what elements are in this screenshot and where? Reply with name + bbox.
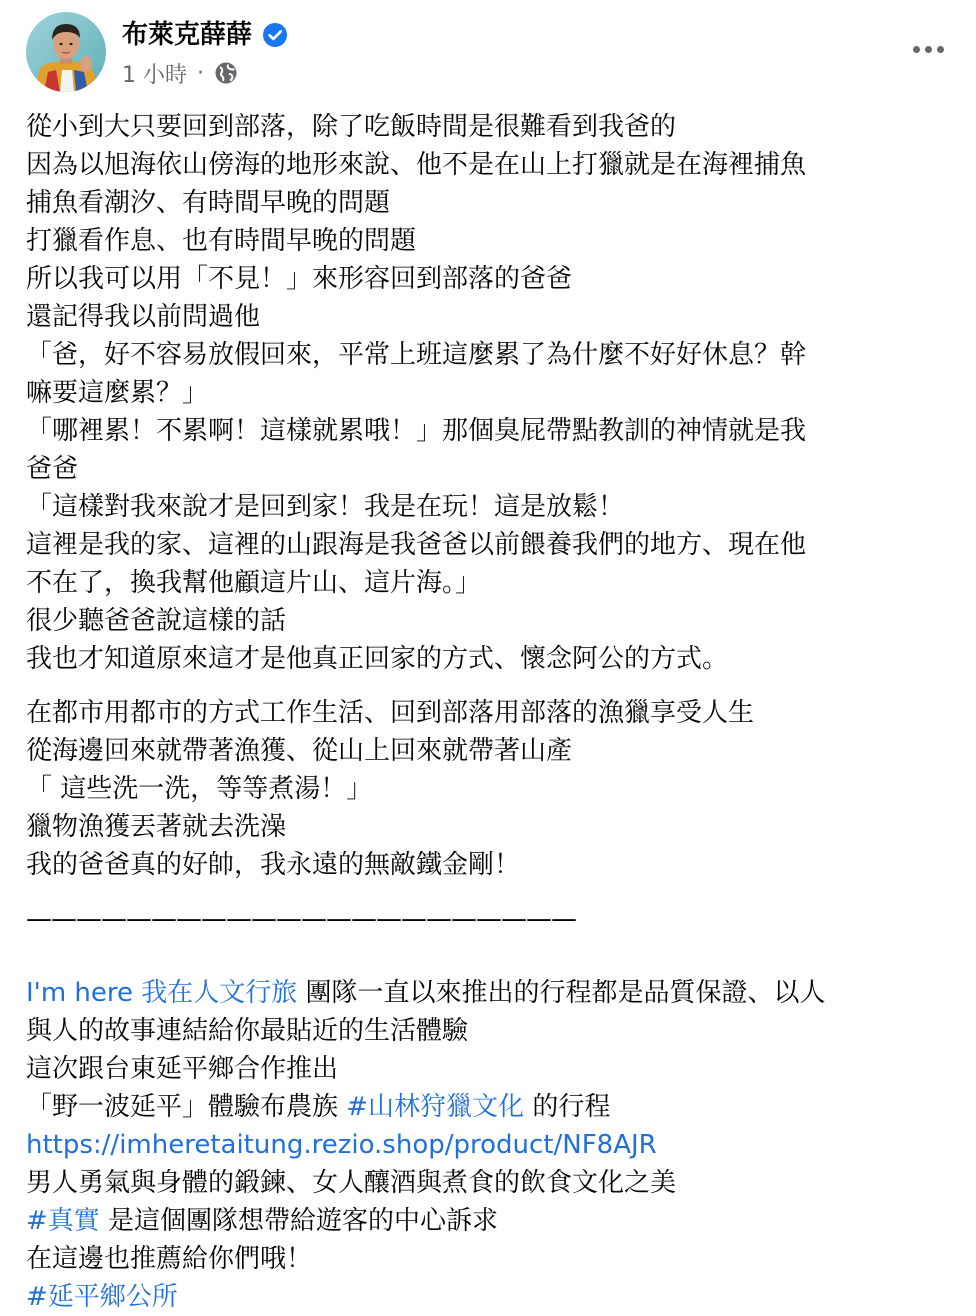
text-line: 爸爸 [26, 454, 79, 484]
more-options-icon[interactable] [906, 34, 950, 64]
text-line [26, 974, 956, 1012]
url-link[interactable]: https://imheretaitung.rezio.shop/product/NF8AJR [26, 1130, 657, 1160]
text-span: 團隊一直以來推出的行程都是品質保證、以人 [297, 978, 826, 1008]
paragraph-gap [26, 678, 956, 694]
text-line: 從海邊回來就帶著漁獲、從山上回來就帶著山產 [26, 736, 573, 766]
text-span: 是這個團隊想帶給遊客的中心訴求 [99, 1206, 499, 1236]
text-line: 捕魚看潮汐、有時間早晚的問題 [26, 188, 391, 218]
text-line: 很少聽爸爸說這樣的話 [26, 606, 287, 636]
text-line: 我也才知道原來這才是他真正回家的方式、懷念阿公的方式。 [26, 644, 729, 674]
globe-icon[interactable] [214, 61, 238, 85]
paragraph-gap [26, 938, 956, 974]
author-row [122, 18, 288, 52]
text-line: 「爸，好不容易放假回來，平常上班這麼累了為什麼不好好休息？幹 [26, 340, 807, 370]
text-line: 「這樣對我來說才是回到家！我是在玩！這是放鬆！ [26, 492, 625, 522]
post-message [26, 108, 956, 1316]
page-link[interactable]: I'm here 我在人文行旅 [26, 978, 298, 1008]
text-line: 在都市用都市的方式工作生活、回到部落用部落的漁獵享受人生 [26, 698, 755, 728]
paragraph-gap [26, 884, 956, 900]
author-name[interactable]: 布萊克薛薛 [122, 20, 253, 50]
text-line: 在這邊也推薦給你們哦！ [26, 1244, 313, 1274]
avatar-image [26, 12, 106, 92]
avatar[interactable] [26, 12, 106, 92]
paragraph-2 [26, 694, 956, 884]
hashtag-link[interactable]: #延平鄉公所 [26, 1282, 178, 1312]
text-line: 獵物漁獲丟著就去洗澡 [26, 812, 287, 842]
hashtag-link[interactable]: #真實 [26, 1206, 100, 1236]
text-line [26, 1126, 956, 1164]
text-line: 我的爸爸真的好帥，我永遠的無敵鐵金剛！ [26, 850, 521, 880]
paragraph-1 [26, 108, 956, 678]
text-line: 所以我可以用「不見！」來形容回到部落的爸爸 [26, 264, 573, 294]
post-timestamp[interactable]: 1 小時 [122, 62, 187, 88]
text-line: 這裡是我的家、這裡的山跟海是我爸爸以前餵養我們的地方、現在他 [26, 530, 807, 560]
post-meta [122, 58, 238, 88]
text-line: 「 這些洗一洗，等等煮湯！」 [26, 774, 373, 804]
text-line: 因為以旭海依山傍海的地形來說、他不是在山上打獵就是在海裡捕魚 [26, 150, 807, 180]
text-span: 「野一波延平」體驗布農族 [26, 1092, 347, 1122]
text-line: 「哪裡累！不累啊！這樣就累哦！」那個臭屁帶點教訓的神情就是我 [26, 416, 807, 446]
text-line [26, 1278, 956, 1316]
verified-badge-icon [262, 22, 288, 48]
post-header [26, 12, 950, 92]
text-line [26, 1088, 956, 1126]
meta-separator: · [197, 60, 204, 86]
text-line: 從小到大只要回到部落，除了吃飯時間是很難看到我爸的 [26, 112, 677, 142]
text-line: 不在了，換我幫他顧這片山、這片海。」 [26, 568, 482, 598]
text-line [26, 1202, 956, 1240]
text-line: 打獵看作息、也有時間早晚的問題 [26, 226, 417, 256]
text-line: 與人的故事連結給你最貼近的生活體驗 [26, 1016, 469, 1046]
divider-line: —————————————————————— [26, 904, 576, 934]
text-span: 的行程 [524, 1092, 611, 1122]
text-line: 這次跟台東延平鄉合作推出 [26, 1054, 339, 1084]
text-line: 男人勇氣與身體的鍛鍊、女人釀酒與煮食的飲食文化之美 [26, 1168, 677, 1198]
text-line: 還記得我以前問過他 [26, 302, 261, 332]
promo-paragraph [26, 974, 956, 1316]
text-line: 嘛要這麼累？」 [26, 378, 209, 408]
hashtag-link[interactable]: #山林狩獵文化 [346, 1092, 525, 1122]
